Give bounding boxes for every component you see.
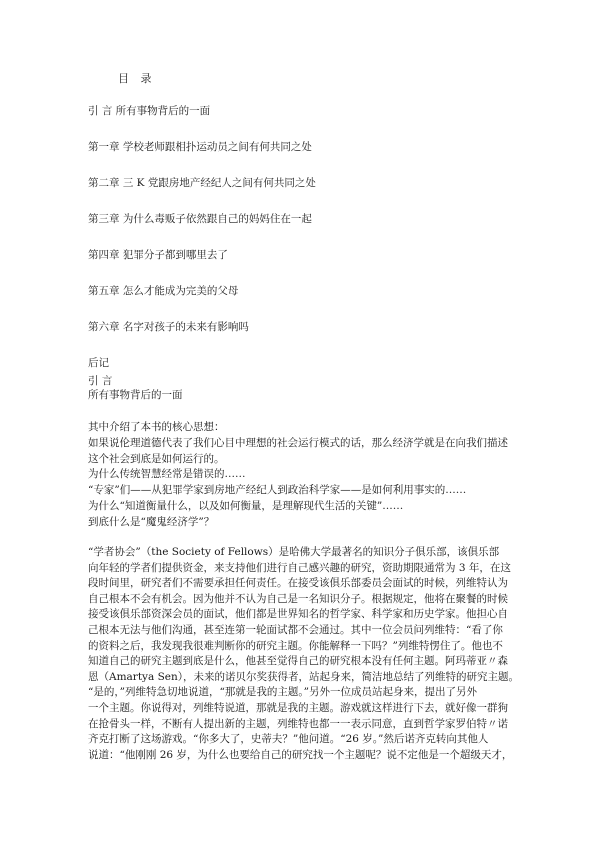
intro-line: 如果说伦理道德代表了我们心目中理想的社会运行模式的话，那么经济学就是在向我们描述 <box>88 436 508 449</box>
body-line: “学者协会”（the Society of Fellows）是哈佛大学最著名的知识分子俱乐部，该俱乐部 <box>88 546 500 558</box>
intro-line: 为什么传统智慧经常是错误的…… <box>88 468 246 481</box>
body-line: 段时间里，研究者们不需要承担任何责任。在接受该俱乐部委员会面试的时候，列维特认为 <box>88 577 508 590</box>
intro-heading: 引 言 <box>88 375 113 387</box>
toc-title: 目 录 <box>118 72 156 85</box>
body-line: 接受该俱乐部资深会员的面试，他们都是世界知名的哲学家、科学家和历史学家。他担心自 <box>88 608 508 621</box>
body-line: 的资料之后，我发现我很难判断你的研究主题。你能解释一下吗？”列维特愣住了。他也不 <box>88 639 503 652</box>
body-line: 向年轻的学者们提供资金，来支持他们进行自己感兴趣的研究，资助期限通常为 3 年，在这 <box>88 561 511 574</box>
intro-line: 其中介绍了本书的核心思想： <box>88 421 225 433</box>
body-line: 己根本无法与他们沟通，甚至连第一轮面试都不会通过。其中一位会员问列维特：“看了你 <box>88 623 503 636</box>
body-line: “是的，”列维特急切地说道，“那就是我的主题。”另外一位成员站起身来，提出了另外 <box>88 686 477 699</box>
body-line: 齐克打断了这场游戏。“你多大了，史蒂夫？”他问道。“26 岁。”然后诺齐克转向其他人 <box>88 733 489 746</box>
toc-item-chapter-5: 第五章 怎么才能成为完美的父母 <box>88 285 239 297</box>
toc-item-intro: 引 言 所有事物背后的一面 <box>88 105 211 117</box>
table-of-contents <box>88 104 316 392</box>
intro-subheading: 所有事物背后的一面 <box>88 389 183 401</box>
toc-item-chapter-3: 第三章 为什么毒贩子依然跟自己的妈妈住在一起 <box>88 213 312 225</box>
body-line: 自己根本不会有机会。因为他并不认为自己是一名知识分子。根据规定，他将在聚餐的时候 <box>88 592 508 605</box>
intro-line: 这个社会到底是如何运行的。 <box>88 452 225 465</box>
body-line: 知道自己的研究主题到底是什么，他甚至觉得自己的研究根本没有任何主题。阿玛蒂亚〃森 <box>88 655 508 668</box>
body-paragraph <box>88 545 519 763</box>
toc-item-chapter-1: 第一章 学校老师跟相扑运动员之间有何共同之处 <box>88 141 312 153</box>
intro-heading-block <box>88 374 183 402</box>
toc-item-afterword: 后记 <box>88 357 109 369</box>
toc-item-chapter-4: 第四章 犯罪分子都到哪里去了 <box>88 249 228 261</box>
body-line: 在抢骨头一样，不断有人提出新的主题，列维特也都一一表示同意，直到哲学家罗伯特〃诺 <box>88 717 508 730</box>
intro-line: “专家”们——从犯罪学家到房地产经纪人到政治科学家——是如何利用事实的…… <box>88 484 467 497</box>
toc-item-chapter-2: 第二章 三 K 党跟房地产经纪人之间有何共同之处 <box>88 177 316 189</box>
body-line: 一个主题。你说得对，列维特说道，那就是我的主题。游戏就这样进行下去，就好像一群狗 <box>88 701 508 714</box>
body-line: 恩（Amartya Sen），未来的诺贝尔奖获得者，站起身来，简洁地总结了列维特的研究主题。 <box>88 670 519 683</box>
body-line: 说道：“他刚刚 26 岁，为什么也要给自己的研究找一个主题呢？说不定他是一个超级天才， <box>88 748 513 761</box>
intro-line: 为什么“知道衡量什么，以及如何衡量，是理解现代生活的关键”…… <box>88 499 404 512</box>
intro-line: 到底什么是“魔鬼经济学”？ <box>88 515 215 528</box>
intro-summary <box>88 420 508 531</box>
toc-item-chapter-6: 第六章 名字对孩子的未来有影响吗 <box>88 321 249 333</box>
